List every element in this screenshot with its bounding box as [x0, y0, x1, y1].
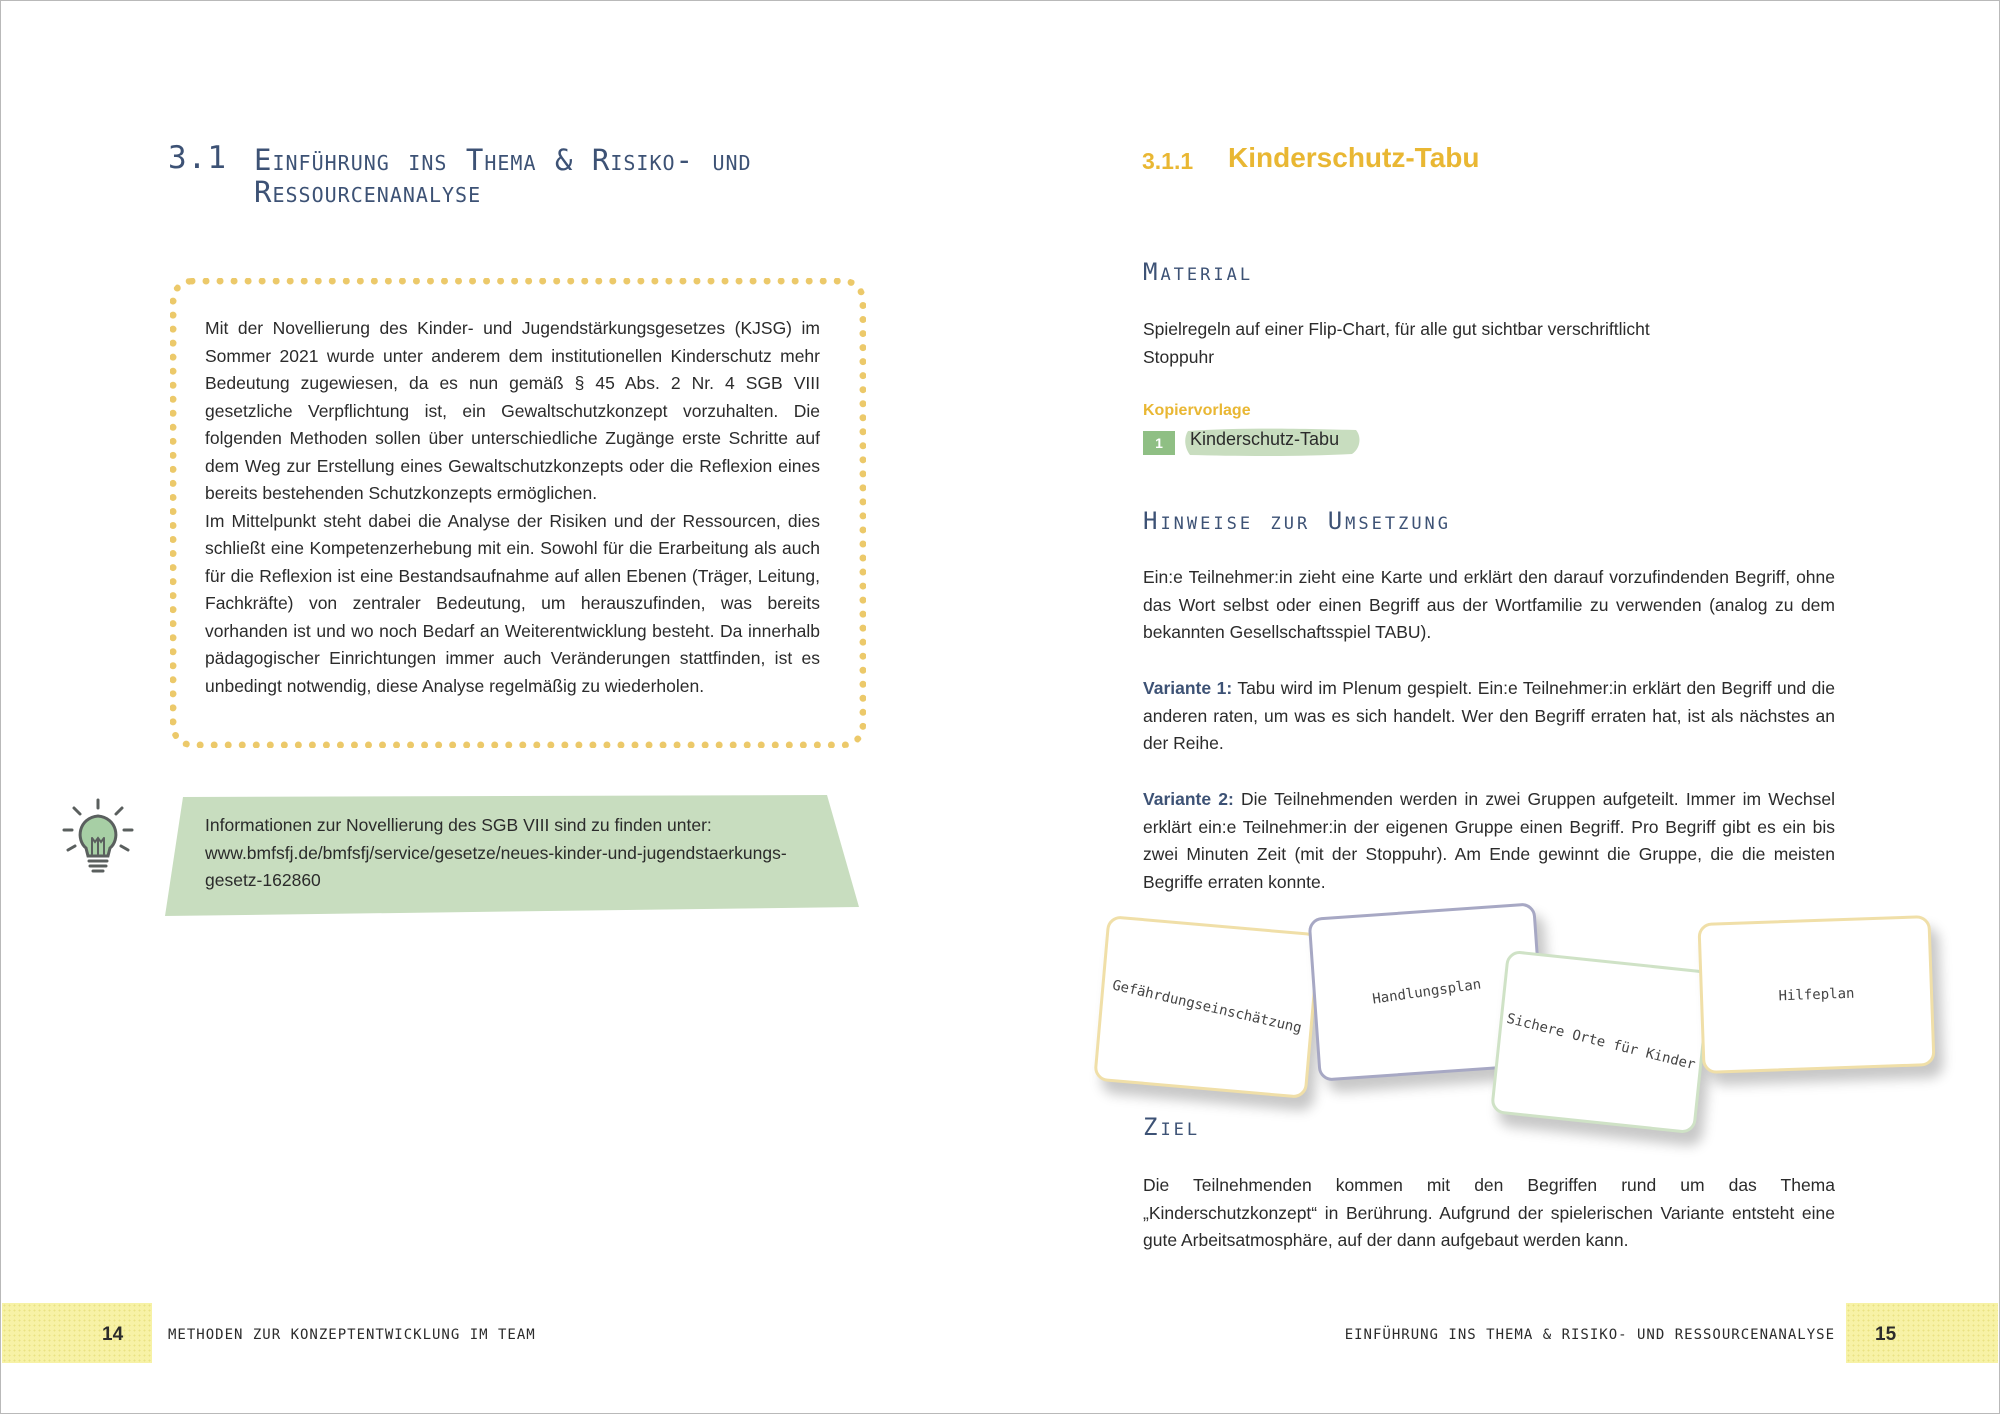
- variante-1-text: Tabu wird im Plenum gespielt. Ein:e Teilnehmer:in erklärt den Begriff und die anderen raten, um was es sich handelt. Wer den Begriff erraten hat, ist als nächstes an der Reihe.: [1143, 678, 1835, 753]
- card-label: Gefährdungseinschätzung: [1110, 977, 1304, 1037]
- variante-1-paragraph: [1143, 675, 1835, 758]
- intro-paragraph-2: Im Mittelpunkt steht dabei die Analyse der Risiken und der Ressourcen, dies schließt eine Kompetenzerhebung mit ein. Sowohl für die Erarbeitung als auch für die Reflexion ist eine Bestandsaufnahme auf allen Ebenen (Träger, Leitung, Fachkräfte) von zentraler Bedeutung, um herauszufinden, was bereits vorhanden ist und wo noch Bedarf an Weiterentwicklung besteht. Da innerhalb pädagogischer Einrichtungen immer auch Veränderungen stattfinden, ist es unbedingt notwendig, diese Analyse regelmäßig zu wiederholen.: [205, 510, 820, 696]
- info-url-link[interactable]: www.bmfsfj.de/bmfsfj/service/gesetze/neues-kinder-und-jugendstaerkungs-gesetz-162860: [205, 842, 787, 890]
- footer-page-box-left: [2, 1303, 152, 1363]
- lightbulb-icon: [62, 798, 134, 876]
- card-label: Handlungsplan: [1371, 976, 1483, 1008]
- page-number-left: 14: [102, 1324, 124, 1345]
- variante-2-label: Variante 2:: [1143, 789, 1234, 809]
- card-label: Hilfeplan: [1778, 985, 1855, 1004]
- kopiervorlage-number: 1: [1143, 431, 1175, 455]
- variante-2-text: Die Teilnehmenden werden in zwei Gruppen aufgeteilt. Immer im Wechsel erklärt ein:e Teilnehmer:in der eigenen Gruppe einen Begriff. Pro Begriff gibt es ein bis zwei Minuten Zeit (mit der Stoppuhr). Am Ende gewinnt die Gruppe, die die meisten Begriffe erraten konnte.: [1143, 789, 1835, 892]
- tabu-card-hilfeplan: [1697, 915, 1935, 1074]
- subsection-title: Kinderschutz-Tabu: [1228, 142, 1480, 173]
- info-text-block: [205, 812, 835, 895]
- footer-running-title-left: METHODEN ZUR KONZEPTENTWICKLUNG IM TEAM: [168, 1327, 536, 1343]
- variante-1-label: Variante 1:: [1143, 678, 1233, 698]
- info-text: Informationen zur Novellierung des SGB VIII sind zu finden unter:: [205, 815, 712, 835]
- subsection-number: 3.1.1: [1142, 148, 1194, 174]
- material-list: [1143, 316, 1835, 371]
- kopiervorlage-label: Kopiervorlage: [1143, 402, 1251, 419]
- kopiervorlage-title[interactable]: Kinderschutz-Tabu: [1190, 429, 1340, 449]
- material-item: Spielregeln auf einer Flip-Chart, für alle gut sichtbar verschriftlicht: [1143, 319, 1650, 339]
- intro-text-block: [205, 315, 820, 700]
- footer-running-title-right: EINFÜHRUNG INS THEMA & RISIKO- UND RESSOURCENANALYSE: [1344, 1327, 1835, 1343]
- ziel-heading: Ziel: [1143, 1113, 1201, 1141]
- ziel-text: Die Teilnehmenden kommen mit den Begriffen rund um das Thema „Kinderschutzkonzept“ in Berührung. Aufgrund der spielerischen Variante entsteht eine gute Arbeitsatmosphäre, auf der dann aufgebaut werden kann.: [1143, 1175, 1835, 1250]
- material-heading: Material: [1143, 258, 1254, 286]
- card-label: Sichere Orte für Kinder: [1505, 1010, 1697, 1074]
- intro-paragraph-1: Mit der Novellierung des Kinder- und Jugendstärkungsgesetzes (KJSG) im Sommer 2021 wurde unter anderem dem institutionellen Kinderschutz mehr Bedeutung zugewiesen, da es nun gemäß § 45 Abs. 2 Nr. 4 SGB VIII gesetzliche Verpflichtung ist, ein Gewaltschutzkonzept vorzuhalten. Die folgenden Methoden sollen über unterschiedliche Zugänge erste Schritte auf dem Weg zur Erstellung eines Gewaltschutzkonzepts oder die Reflexion eines bereits bestehenden Schutzkonzepts ermöglichen.: [205, 318, 820, 503]
- hinweise-heading: Hinweise zur Umsetzung: [1143, 507, 1452, 535]
- material-item: Stoppuhr: [1143, 346, 1215, 367]
- footer-page-box-right: [1846, 1303, 1998, 1363]
- page-number-right: 15: [1875, 1324, 1897, 1345]
- tabu-card-gefaehrdung: [1093, 915, 1321, 1099]
- hinweise-text: Ein:e Teilnehmer:in zieht eine Karte und erklärt den darauf vorzufindenden Begriff, ohne das Wort selbst oder einen Begriff aus der Wortfamilie zu verwenden (analog zu dem bekannten Gesellschaftsspiel TABU).: [1143, 567, 1835, 642]
- section-title: Einführung ins Thema & Risiko- und Ressourcenanalyse: [254, 143, 752, 209]
- section-number: 3.1: [168, 140, 227, 176]
- tabu-card-sichere-orte: [1490, 950, 1712, 1135]
- variante-2-paragraph: [1143, 786, 1835, 896]
